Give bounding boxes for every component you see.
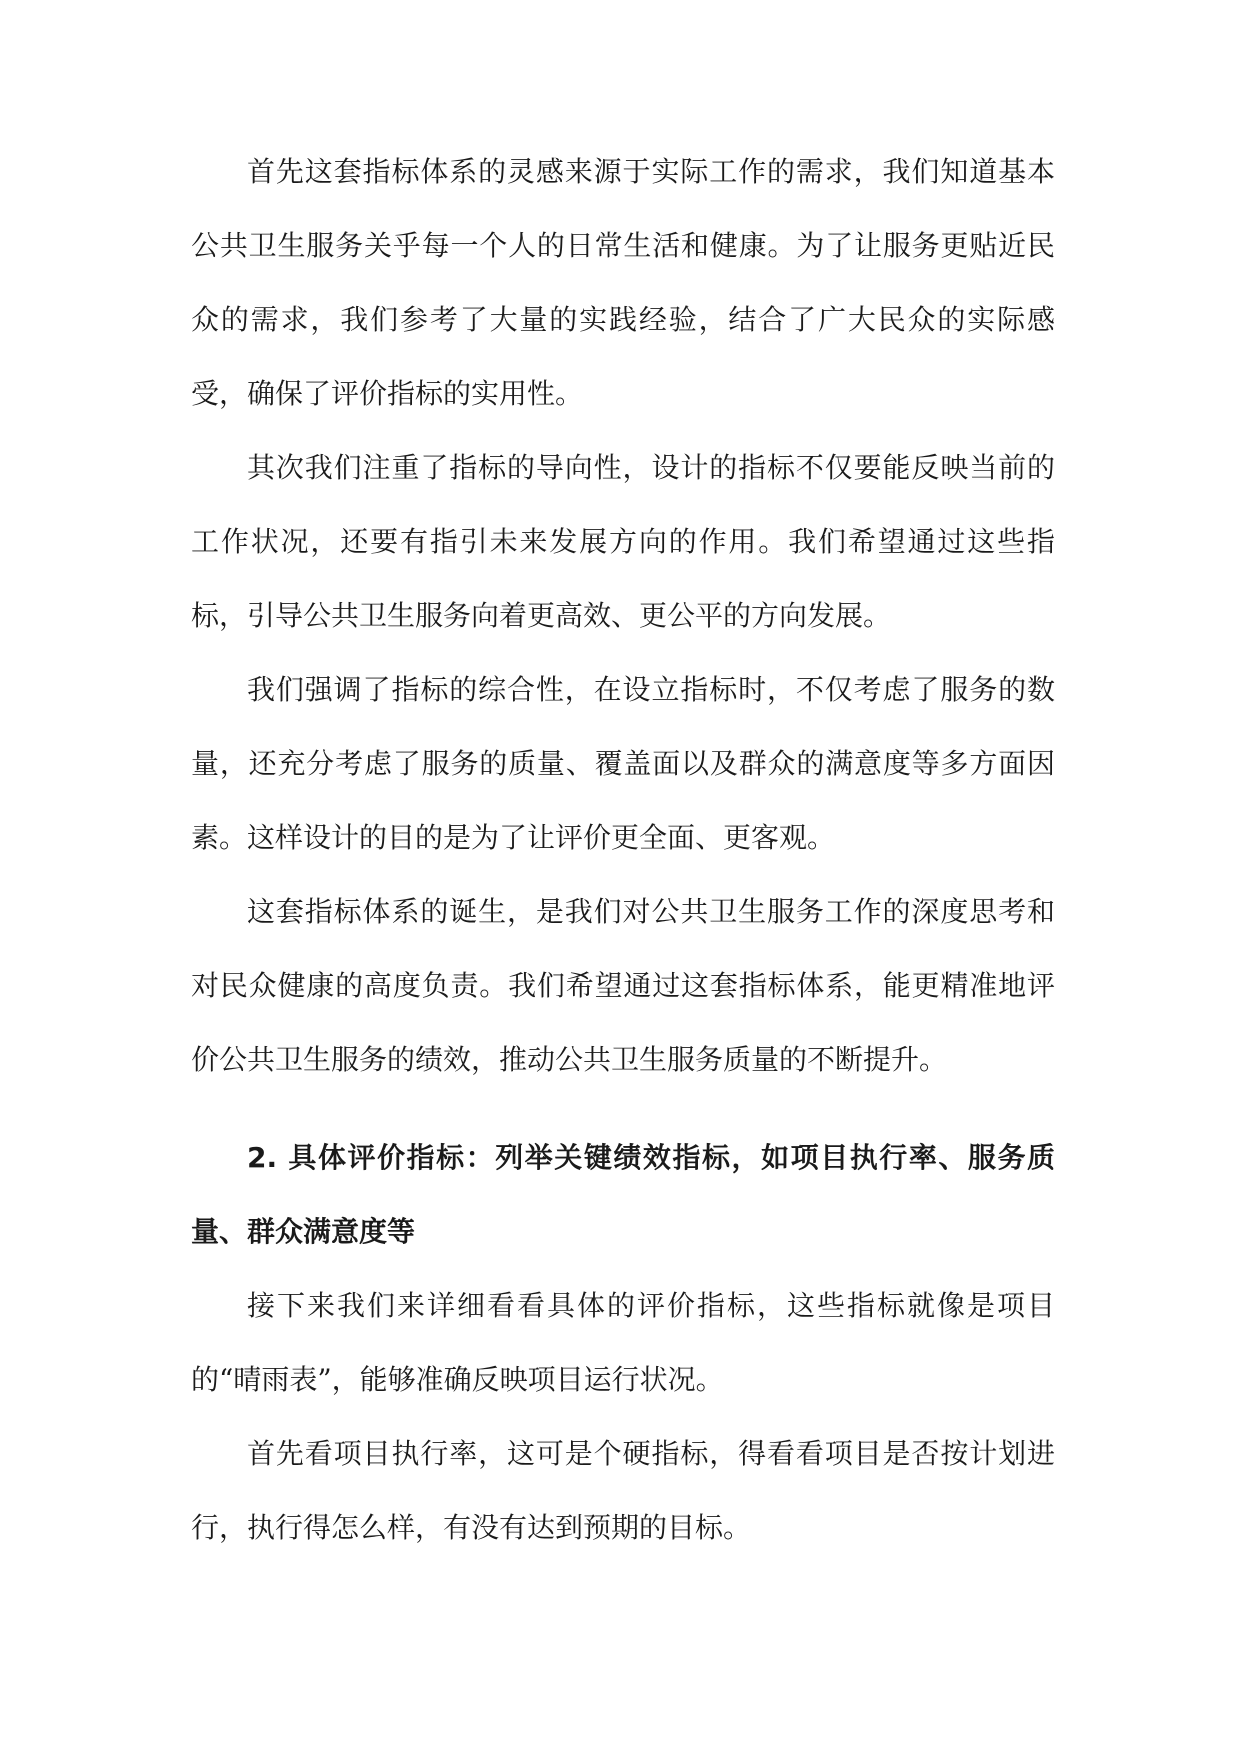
paragraph-inspiration: 首先这套指标体系的灵感来源于实际工作的需求，我们知道基本公共卫生服务关乎每一个人的日常生活和健康。为了让服务更贴近民众的需求，我们参考了大量的实践经验，结合了广大民众的实际感受，确保了评价指标的实用性。 (191, 155, 1055, 410)
section-heading: 2. 具体评价指标：列举关键绩效指标，如项目执行率、服务质量、群众满意度等 (191, 1141, 1055, 1248)
paragraph-comprehensiveness: 我们强调了指标的综合性，在设立指标时，不仅考虑了服务的数量，还充分考虑了服务的质量、覆盖面以及群众的满意度等多方面因素。这样设计的目的是为了让评价更全面、更客观。 (191, 673, 1055, 854)
document-page (191, 135, 1055, 1565)
paragraph-conclusion: 这套指标体系的诞生，是我们对公共卫生服务工作的深度思考和对民众健康的高度负责。我们希望通过这套指标体系，能更精准地评价公共卫生服务的绩效，推动公共卫生服务质量的不断提升。 (191, 895, 1055, 1076)
paragraph-execution-rate: 首先看项目执行率，这可是个硬指标，得看看项目是否按计划进行，执行得怎么样，有没有达到预期的目标。 (191, 1437, 1055, 1544)
paragraph-indicators-intro: 接下来我们来详细看看具体的评价指标，这些指标就像是项目的“晴雨表”，能够准确反映项目运行状况。 (191, 1289, 1055, 1396)
paragraph-orientation: 其次我们注重了指标的导向性，设计的指标不仅要能反映当前的工作状况，还要有指引未来发展方向的作用。我们希望通过这些指标，引导公共卫生服务向着更高效、更公平的方向发展。 (191, 451, 1055, 632)
